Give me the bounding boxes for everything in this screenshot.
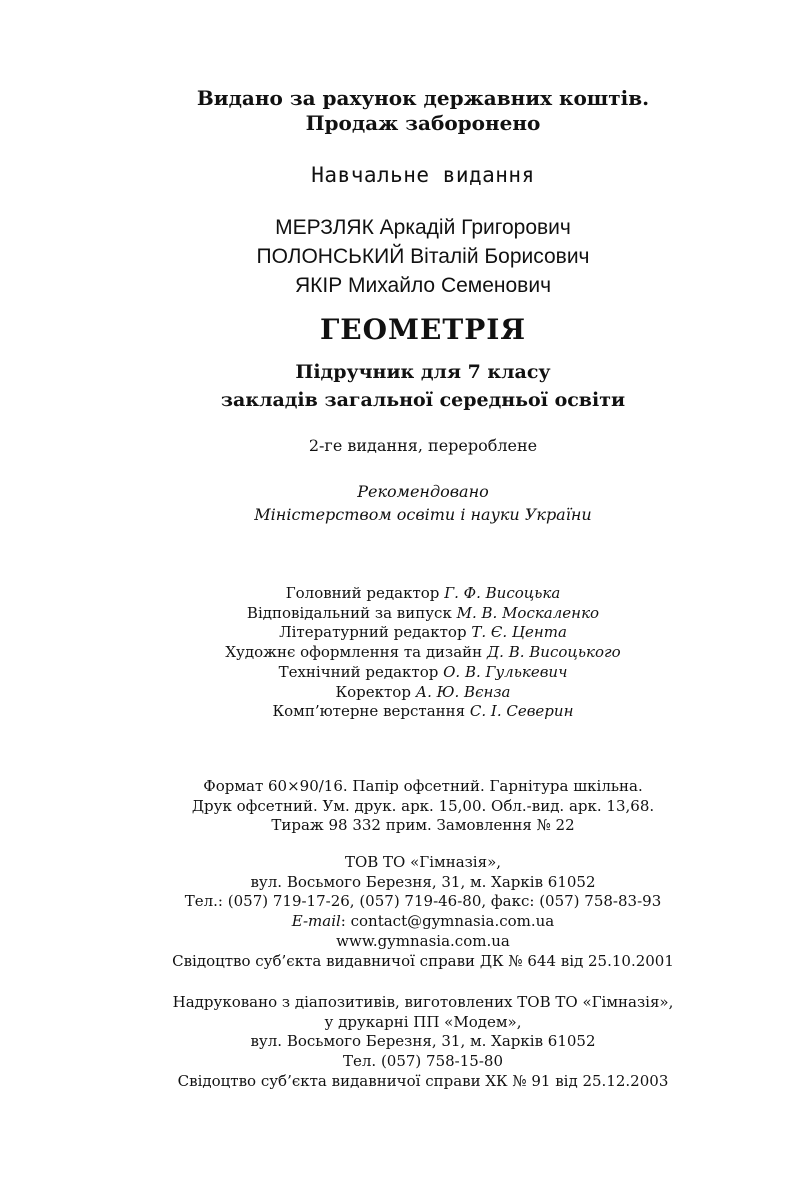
credit-role: Комп’ютерне верстання [272,702,466,721]
edition-type: Навчальне видання [311,163,535,187]
book-title: ГЕОМЕТРІЯ [319,313,527,346]
credit-name: Г. Ф. Висоцька [444,584,561,602]
notice-line: Продаж заборонено [305,111,541,135]
publisher-address: вул. Восьмого Березня, 31, м. Харків 61052 [250,872,596,891]
printer-line: у друкарні ПП «Модем», [324,1012,522,1031]
publisher-info [0,853,800,971]
credit-row [0,643,800,663]
credit-role: Коректор [335,682,411,701]
publisher-phones: Тел.: (057) 719-17-26, (057) 719-46-80, факс: (057) 758-83-93 [184,892,662,911]
credit-name: М. В. Москаленко [456,603,600,622]
credit-role: Технічний редактор [278,662,439,681]
subtitle-line: Підручник для 7 класу [295,361,551,383]
notice-line: Видано за рахунок державних коштів. [196,86,650,110]
publisher-certificate: Свідоцтво суб’єкта видавничої справи ДК № 644 від 25.10.2001 [172,951,674,970]
credit-row [0,584,800,604]
spec-line: Тираж 98 332 прим. Замовлення № 22 [271,816,575,835]
spec-line: Формат 60×90/16. Папір офсетний. Гарнітура шкільна. [203,777,643,795]
credit-name: Д. В. Висоцького [486,643,621,662]
credit-name: А. Ю. Вєнза [415,682,511,701]
credit-name: О. В. Гулькевич [443,662,568,681]
recommendation-line: Рекомендовано [357,482,489,501]
printer-line: Тел. (057) 758-15-80 [343,1052,503,1071]
author: МЕРЗЛЯК Аркадій Григорович [275,216,571,239]
author: ПОЛОНСЬКИЙ Віталій Борисович [256,245,590,268]
recommendation [0,480,800,526]
credit-name: С. І. Северин [469,702,574,721]
print-specs [0,777,800,836]
spec-line: Друк офсетний. Ум. друк. арк. 15,00. Обл.-вид. арк. 13,68. [191,796,655,815]
credit-role: Художнє оформлення та дизайн [225,643,483,662]
state-funds-notice [0,86,800,136]
printer-line: вул. Восьмого Березня, 31, м. Харків 61052 [250,1032,596,1051]
printer-info [0,993,800,1092]
printer-line: Свідоцтво суб’єкта видавничої справи ХК № 91 від 25.12.2003 [177,1071,669,1090]
credit-row [0,702,800,722]
credit-row [0,663,800,683]
recommendation-line: Міністерством освіти і науки України [254,505,592,524]
edition-note: 2-ге видання, перероблене [308,436,538,455]
email-label: E-mail [291,912,341,931]
book-subtitle [0,358,800,414]
publisher-email-row [0,912,800,932]
subtitle-line: закладів загальної середньої освіти [220,389,626,411]
printer-line: Надруковано з діапозитивів, виготовлених ТОВ ТО «Гімназія», [172,993,674,1011]
credit-row [0,683,800,703]
credit-name: Т. Є. Цента [471,623,567,642]
editorial-credits [0,584,800,722]
publisher-name: ТОВ ТО «Гімназія», [344,853,502,871]
publisher-website: www.gymnasia.com.ua [336,931,510,950]
credit-role: Літературний редактор [279,623,467,642]
credit-row [0,623,800,643]
credit-role: Відповідальний за випуск [246,603,452,622]
author: ЯКІР Михайло Семенович [294,274,552,297]
email-address: : contact@gymnasia.com.ua [340,912,555,931]
credit-row [0,604,800,624]
credit-role: Головний редактор [285,584,440,602]
authors-list [0,213,800,300]
